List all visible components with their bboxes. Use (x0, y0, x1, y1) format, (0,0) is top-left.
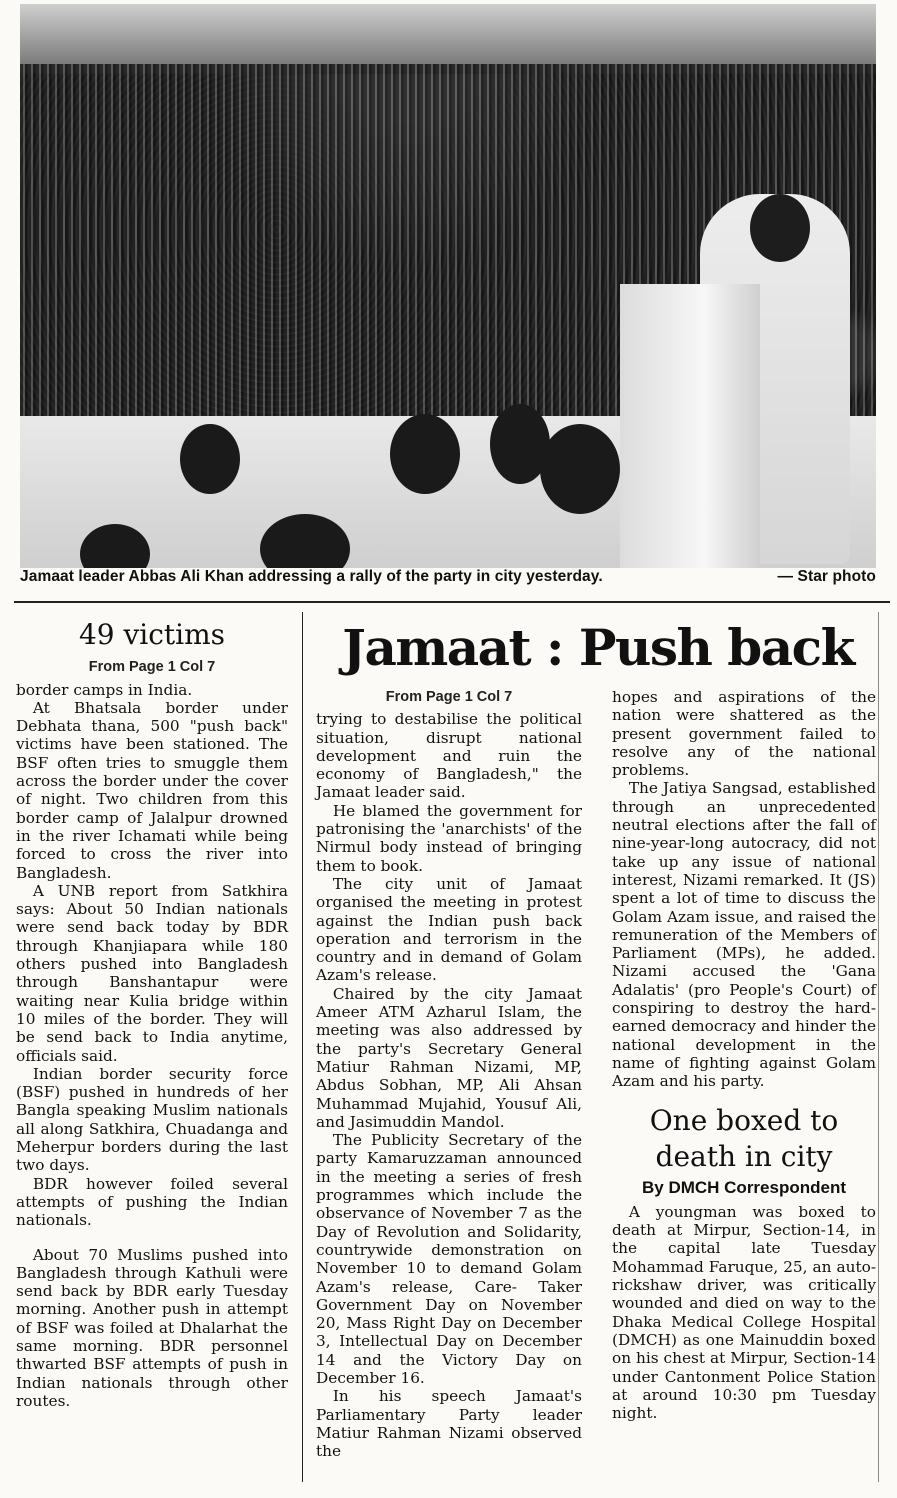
photo-head (540, 424, 620, 514)
story-49-victims (16, 620, 288, 1410)
headline-jamaat-push-back: Jamaat : Push back (342, 618, 854, 677)
photo-head (390, 414, 460, 494)
paragraph: The Publicity Secretary of the party Kamaruzzaman announced in the meeting a series of fresh programmes which include the observance of November 7 as the Day of Revolution and Solidarity, countrywide demonstration on November 10 to demand Golam Azam's release, Care- Taker Government Day on November 20, Mass Right Day on December 3, Intellectual Day on December 14 and the Victory Day on December 16. (316, 1131, 582, 1387)
paragraph: He blamed the government for patronising the 'anarchists' of the Nirmul body instead of bringing them to book. (316, 801, 582, 875)
photo-speaker-head (750, 194, 810, 262)
paragraph: border camps in India. (16, 680, 193, 699)
photo-credit: — Star photo (777, 568, 876, 585)
headline-49-victims: 49 victims (78, 618, 226, 651)
jump-line: From Page 1 Col 7 (88, 659, 216, 676)
byline: By DMCH Correspondent (641, 1177, 846, 1197)
paragraph: trying to destabilise the political situation, disrupt national development and ruin the economy of Bangladesh," the Jamaat leader said. (316, 710, 582, 802)
rally-photo (20, 4, 876, 568)
photo-caption (20, 568, 876, 586)
paragraph: BDR however foiled several attempts of pushing the Indian nationals. (16, 1174, 288, 1230)
paragraph: hopes and aspirations of the nation were shattered as the present government failed to resolve any of the national problems. (612, 688, 876, 780)
paragraph: Chaired by the city Jamaat Ameer ATM Azharul Islam, the meeting was also addressed by the party's Secretary General Matiur Rahman Nizami, MP, Abdus Sobhan, MP, Ali Ahsan Muhammad Mujahid, Yousuf Ali, and Jasimuddin Mandol. (316, 984, 582, 1131)
column-rule (302, 612, 303, 1482)
story-jamaat-col2 (316, 688, 582, 1460)
paragraph: In his speech Jamaat's Parliamentary Party leader Matiur Rahman Nizami observed the (316, 1387, 582, 1461)
paragraph: Indian border security force (BSF) pushed in hundreds of her Bangla speaking Muslim nationals all along Satkhira, Chuadanga and Meherpur borders during the last two days. (16, 1064, 288, 1175)
caption-text: Jamaat leader Abbas Ali Khan addressing a rally of the party in city yesterday. (20, 568, 603, 585)
story-jamaat-col3 (612, 688, 876, 1422)
headline-one-boxed: One boxed to death in city (649, 1103, 839, 1173)
horizontal-rule (14, 601, 890, 603)
photo-podium (620, 284, 760, 568)
paragraph: At Bhatsala border under Debhata thana, 500 "push back" victims have been stationed. The BSF often tries to smuggle them across the border under the cover of night. Two children from this border camp of Jalalpur drowned in the river Ichamati while being forced to cross the river into Bangladesh. (16, 698, 288, 882)
paragraph: The city unit of Jamaat organised the meeting in protest against the Indian push back operation and terrorism in the country and in demand of Golam Azam's release. (316, 874, 582, 985)
paragraph: A youngman was boxed to death at Mirpur, Section-14, in the capital late Tuesday Mohammad Faruque, 25, an auto-rickshaw driver, was critically wounded and died on way to the Dhaka Medical College Hospital (DMCH) as one Mainuddin boxed on his chest at Mirpur, Section-14 under Cantonment Police Station at around 10:30 pm Tuesday night. (612, 1202, 876, 1423)
paragraph: A UNB report from Satkhira says: About 50 Indian nationals were send back today by BDR through Khanjiapara while 180 others pushed into Bangladesh through Banshantapur were waiting near Kulia bridge within 10 miles of the border. They will be send back to India anytime, officials said. (16, 881, 288, 1065)
jump-line: From Page 1 Col 7 (385, 689, 513, 705)
column-rule-right (878, 612, 879, 1482)
paragraph: About 70 Muslims pushed into Bangladesh through Kathuli were send back by BDR early Tuesday morning. Another push in attempt of BSF was foiled at Dhalarhat the same morning. BDR personnel thwarted BSF attempts of push in Indian nationals through other routes. (16, 1245, 288, 1410)
paragraph: The Jatiya Sangsad, established through an unprecedented neutral elections after the fall of nine-year-long autocracy, did not take up any issue of national interest, Nizami remarked. It (JS) spent a lot of time to discuss the Golam Azam issue, and raised the remuneration of the Members of Parliament (MPs), he added. Nizami accused the 'Gana Adalatis' (pro People's Court) of conspiring to destroy the hard-earned democracy and hinder the national development in the name of fighting against Golam Azam and his party. (612, 779, 876, 1091)
photo-head (180, 424, 240, 494)
